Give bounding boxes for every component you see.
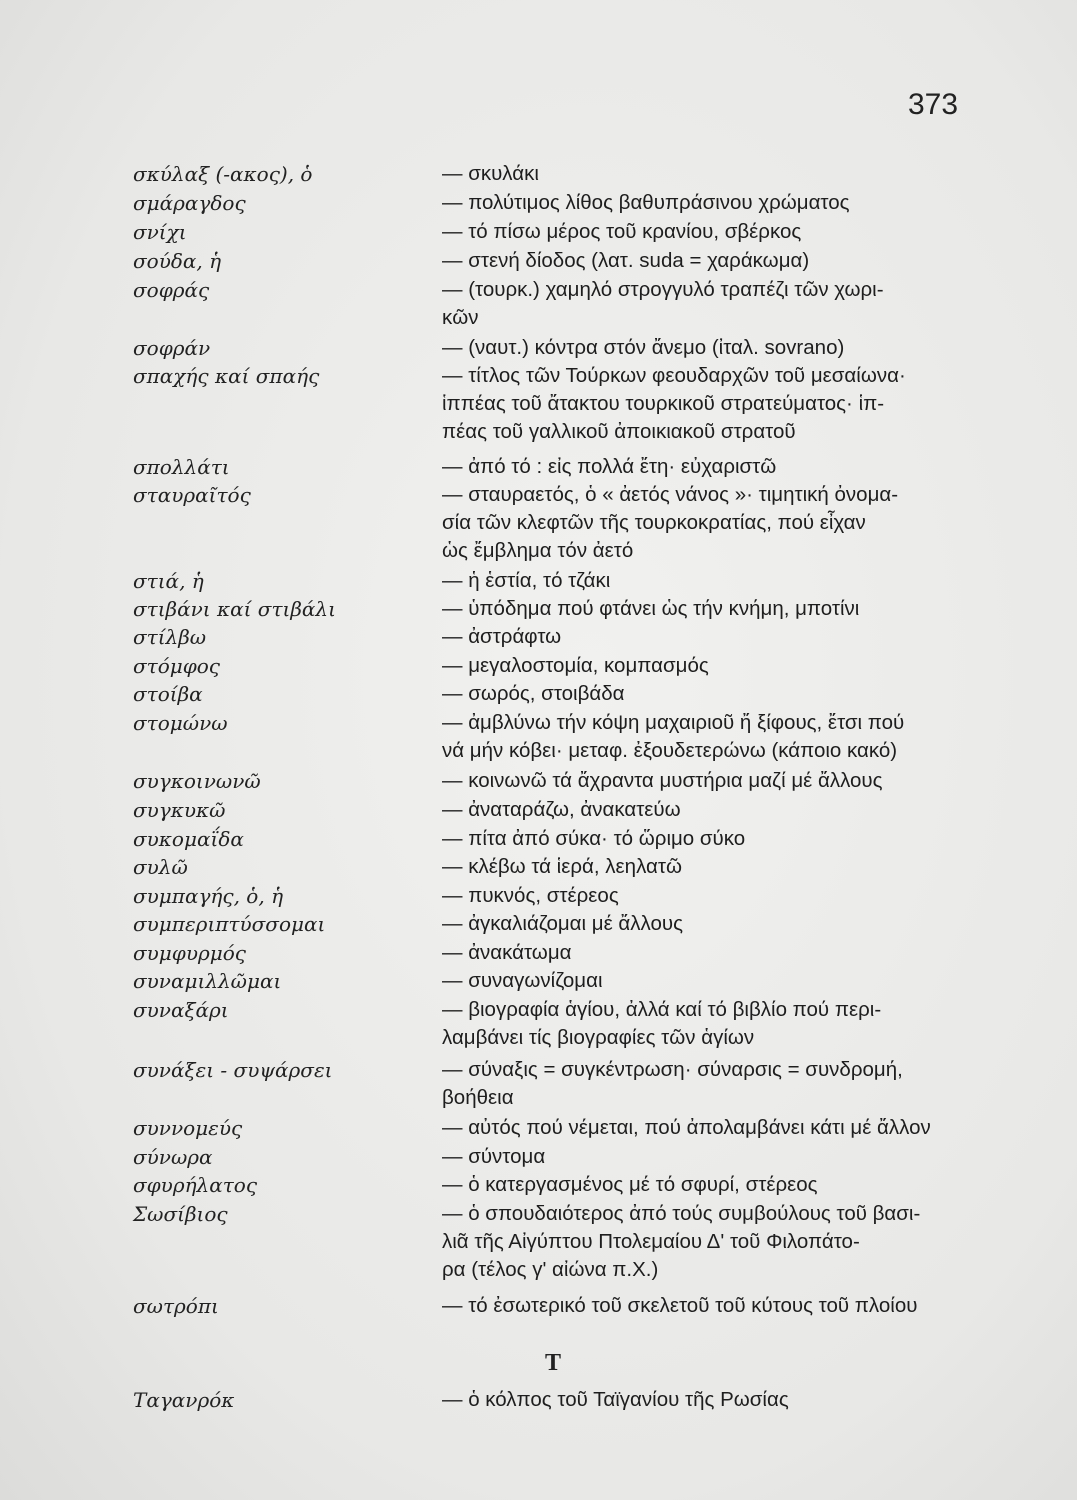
definition-line: — σκυλάκι	[442, 162, 539, 185]
entry-term: Σωσίβιος	[133, 1202, 228, 1226]
entry-term: σωτρόπι	[133, 1294, 219, 1318]
entry-term: σκύλαξ (-ακος), ὁ	[133, 162, 313, 186]
entry-term: συναξάρι	[133, 998, 229, 1022]
entry-definition	[442, 1292, 982, 1320]
definition-line: — πίτα ἀπό σύκα· τό ὥριμο σύκο	[442, 827, 746, 850]
definition-line: ἱππέας τοῦ ἄτακτου τουρκικοῦ στρατεύματος· ἱπ-	[442, 392, 885, 415]
entry-term: στιβάνι καί στιβάλι	[133, 597, 336, 621]
entry-definition	[442, 1386, 982, 1414]
definition-line: — σταυραετός, ὁ « ἀετός νάνος »· τιμητική ὀνομα-	[442, 483, 899, 506]
entry-definition	[442, 481, 982, 565]
section-letter-heading: Τ	[545, 1350, 562, 1376]
entry-definition	[442, 1114, 982, 1142]
definition-line: — πολύτιμος λίθος βαθυπράσινου χρώματος	[442, 191, 850, 214]
entry-term: σνίχι	[133, 220, 187, 244]
entry-definition	[442, 334, 982, 362]
definition-line: — συναγωνίζομαι	[442, 969, 603, 992]
entry-term: σμάραγδος	[133, 191, 246, 215]
definition-line: — πυκνός, στέρεος	[442, 884, 619, 907]
entry-term: σπολλάτι	[133, 455, 230, 479]
entry-term: σοφράς	[133, 278, 210, 302]
entry-definition	[442, 882, 982, 910]
definition-line: — αὐτός πού νέμεται, πού ἀπολαμβάνει κάτι μέ ἄλλον	[442, 1116, 931, 1139]
entry-definition	[442, 276, 982, 332]
definition-line: — τό πίσω μέρος τοῦ κρανίου, σβέρκος	[442, 220, 802, 243]
entry-definition	[442, 247, 982, 275]
definition-line: σία τῶν κλεφτῶν τῆς τουρκοκρατίας, πού εἶχαν	[442, 511, 866, 534]
entry-definition	[442, 189, 982, 217]
definition-line: ὡς ἔμβλημα τόν ἀετό	[442, 539, 634, 562]
definition-line: — ὑπόδημα πού φτάνει ὡς τήν κνήμη, μποτίνι	[442, 597, 860, 620]
entry-term: συμπαγής, ὁ, ἡ	[133, 884, 284, 908]
entry-term: σταυραῖτός	[133, 483, 251, 507]
definition-line: βοήθεια	[442, 1086, 514, 1109]
definition-line: ρα (τέλος γ' αἰώνα π.Χ.)	[442, 1258, 659, 1281]
entry-definition	[442, 1171, 982, 1199]
entry-definition	[442, 453, 982, 481]
definition-line: λαμβάνει τίς βιογραφίες τῶν ἁγίων	[442, 1026, 755, 1049]
entry-term: συγκυκῶ	[133, 798, 226, 822]
entry-definition	[442, 709, 982, 765]
definition-line: πέας τοῦ γαλλικοῦ ἀποικιακοῦ στρατοῦ	[442, 420, 796, 443]
definition-line: — ὁ κατεργασμένος μέ τό σφυρί, στέρεος	[442, 1173, 818, 1196]
definition-line: — μεγαλοστομία, κομπασμός	[442, 654, 709, 677]
definition-line: — σύναξις = συγκέντρωση· σύναρσις = συνδρομή,	[442, 1058, 903, 1081]
page-number: 373	[908, 88, 959, 121]
definition-line: — τίτλος τῶν Τούρκων φεουδαρχῶν τοῦ μεσαίωνα·	[442, 364, 906, 387]
entry-definition	[442, 1200, 982, 1284]
entry-definition	[442, 825, 982, 853]
entry-definition	[442, 1056, 982, 1112]
definition-line: — ἀνακάτωμα	[442, 941, 572, 964]
definition-line: κῶν	[442, 306, 479, 329]
entry-term: σπαχής καί σπαής	[133, 364, 320, 388]
entry-term: συμπεριπτύσσομαι	[133, 912, 326, 936]
entry-definition	[442, 362, 982, 446]
entry-term: σφυρήλατος	[133, 1173, 258, 1197]
definition-line: — ἀναταράζω, ἀνακατεύω	[442, 798, 681, 821]
entry-definition	[442, 1143, 982, 1171]
entry-term: συγκοινωνῶ	[133, 769, 261, 793]
definition-line: — τό ἐσωτερικό τοῦ σκελετοῦ τοῦ κύτους τοῦ πλοίου	[442, 1294, 918, 1317]
entry-term: συκομαΐδα	[133, 827, 244, 851]
entry-term: συλῶ	[133, 855, 188, 879]
entry-term: συμφυρμός	[133, 941, 246, 965]
entry-definition	[442, 767, 982, 795]
definition-line: — ἀγκαλιάζομαι μέ ἄλλους	[442, 912, 683, 935]
entry-definition	[442, 567, 982, 595]
definition-line: — ὁ κόλπος τοῦ Ταϊγανίου τῆς Ρωσίας	[442, 1388, 789, 1411]
entry-term: στιά, ἡ	[133, 569, 204, 593]
entry-definition	[442, 996, 982, 1052]
definition-line: — (ναυτ.) κόντρα στόν ἄνεμο (ἰταλ. sovrano)	[442, 336, 845, 359]
entry-definition	[442, 680, 982, 708]
entry-definition	[442, 967, 982, 995]
definition-line: — ἀπό τό : εἰς πολλά ἔτη· εὐχαριστῶ	[442, 455, 777, 478]
entry-definition	[442, 853, 982, 881]
definition-line: — ἀμβλύνω τήν κόψη μαχαιριοῦ ἤ ξίφους, ἔτσι πού	[442, 711, 905, 734]
entry-term: στόμφος	[133, 654, 221, 678]
definition-line: νά μήν κόβει· μεταφ. ἐξουδετερώνω (κάποιο κακό)	[442, 739, 898, 762]
definition-line: — σωρός, στοιβάδα	[442, 682, 625, 705]
entry-definition	[442, 595, 982, 623]
definition-line: — ὁ σπουδαιότερος ἀπό τούς συμβούλους τοῦ βασι-	[442, 1202, 921, 1225]
entry-definition	[442, 939, 982, 967]
entry-term: σύνωρα	[133, 1145, 213, 1169]
entry-term: συνάξει - συψάρσει	[133, 1058, 333, 1082]
entry-term: συννομεύς	[133, 1116, 243, 1140]
entry-term: στομώνω	[133, 711, 228, 735]
entry-term: σοφράν	[133, 336, 211, 360]
definition-line: — στενή δίοδος (λατ. suda = χαράκωμα)	[442, 249, 810, 272]
entry-term: σούδα, ἡ	[133, 249, 222, 273]
entry-definition	[442, 652, 982, 680]
entry-definition	[442, 910, 982, 938]
entry-term: Ταγανρόκ	[133, 1388, 235, 1412]
definition-line: λιᾶ τῆς Αἰγύπτου Πτολεμαίου Δ' τοῦ Φιλοπάτο-	[442, 1230, 860, 1253]
definition-line: — (τουρκ.) χαμηλό στρογγυλό τραπέζι τῶν χωρι-	[442, 278, 884, 301]
entry-definition	[442, 623, 982, 651]
definition-line: — σύντομα	[442, 1145, 546, 1168]
entry-definition	[442, 218, 982, 246]
entry-definition	[442, 160, 982, 188]
definition-line: — κοινωνῶ τά ἄχραντα μυστήρια μαζί μέ ἄλλους	[442, 769, 883, 792]
definition-line: — κλέβω τά ἱερά, λεηλατῶ	[442, 855, 682, 878]
entry-definition	[442, 796, 982, 824]
entry-term: στοίβα	[133, 682, 203, 706]
entry-term: στίλβω	[133, 625, 207, 649]
definition-line: — ἡ ἑστία, τό τζάκι	[442, 569, 611, 592]
definition-line: — βιογραφία ἁγίου, ἀλλά καί τό βιβλίο πού περι-	[442, 998, 882, 1021]
entry-term: συναμιλλῶμαι	[133, 969, 282, 993]
definition-line: — ἀστράφτω	[442, 625, 562, 648]
